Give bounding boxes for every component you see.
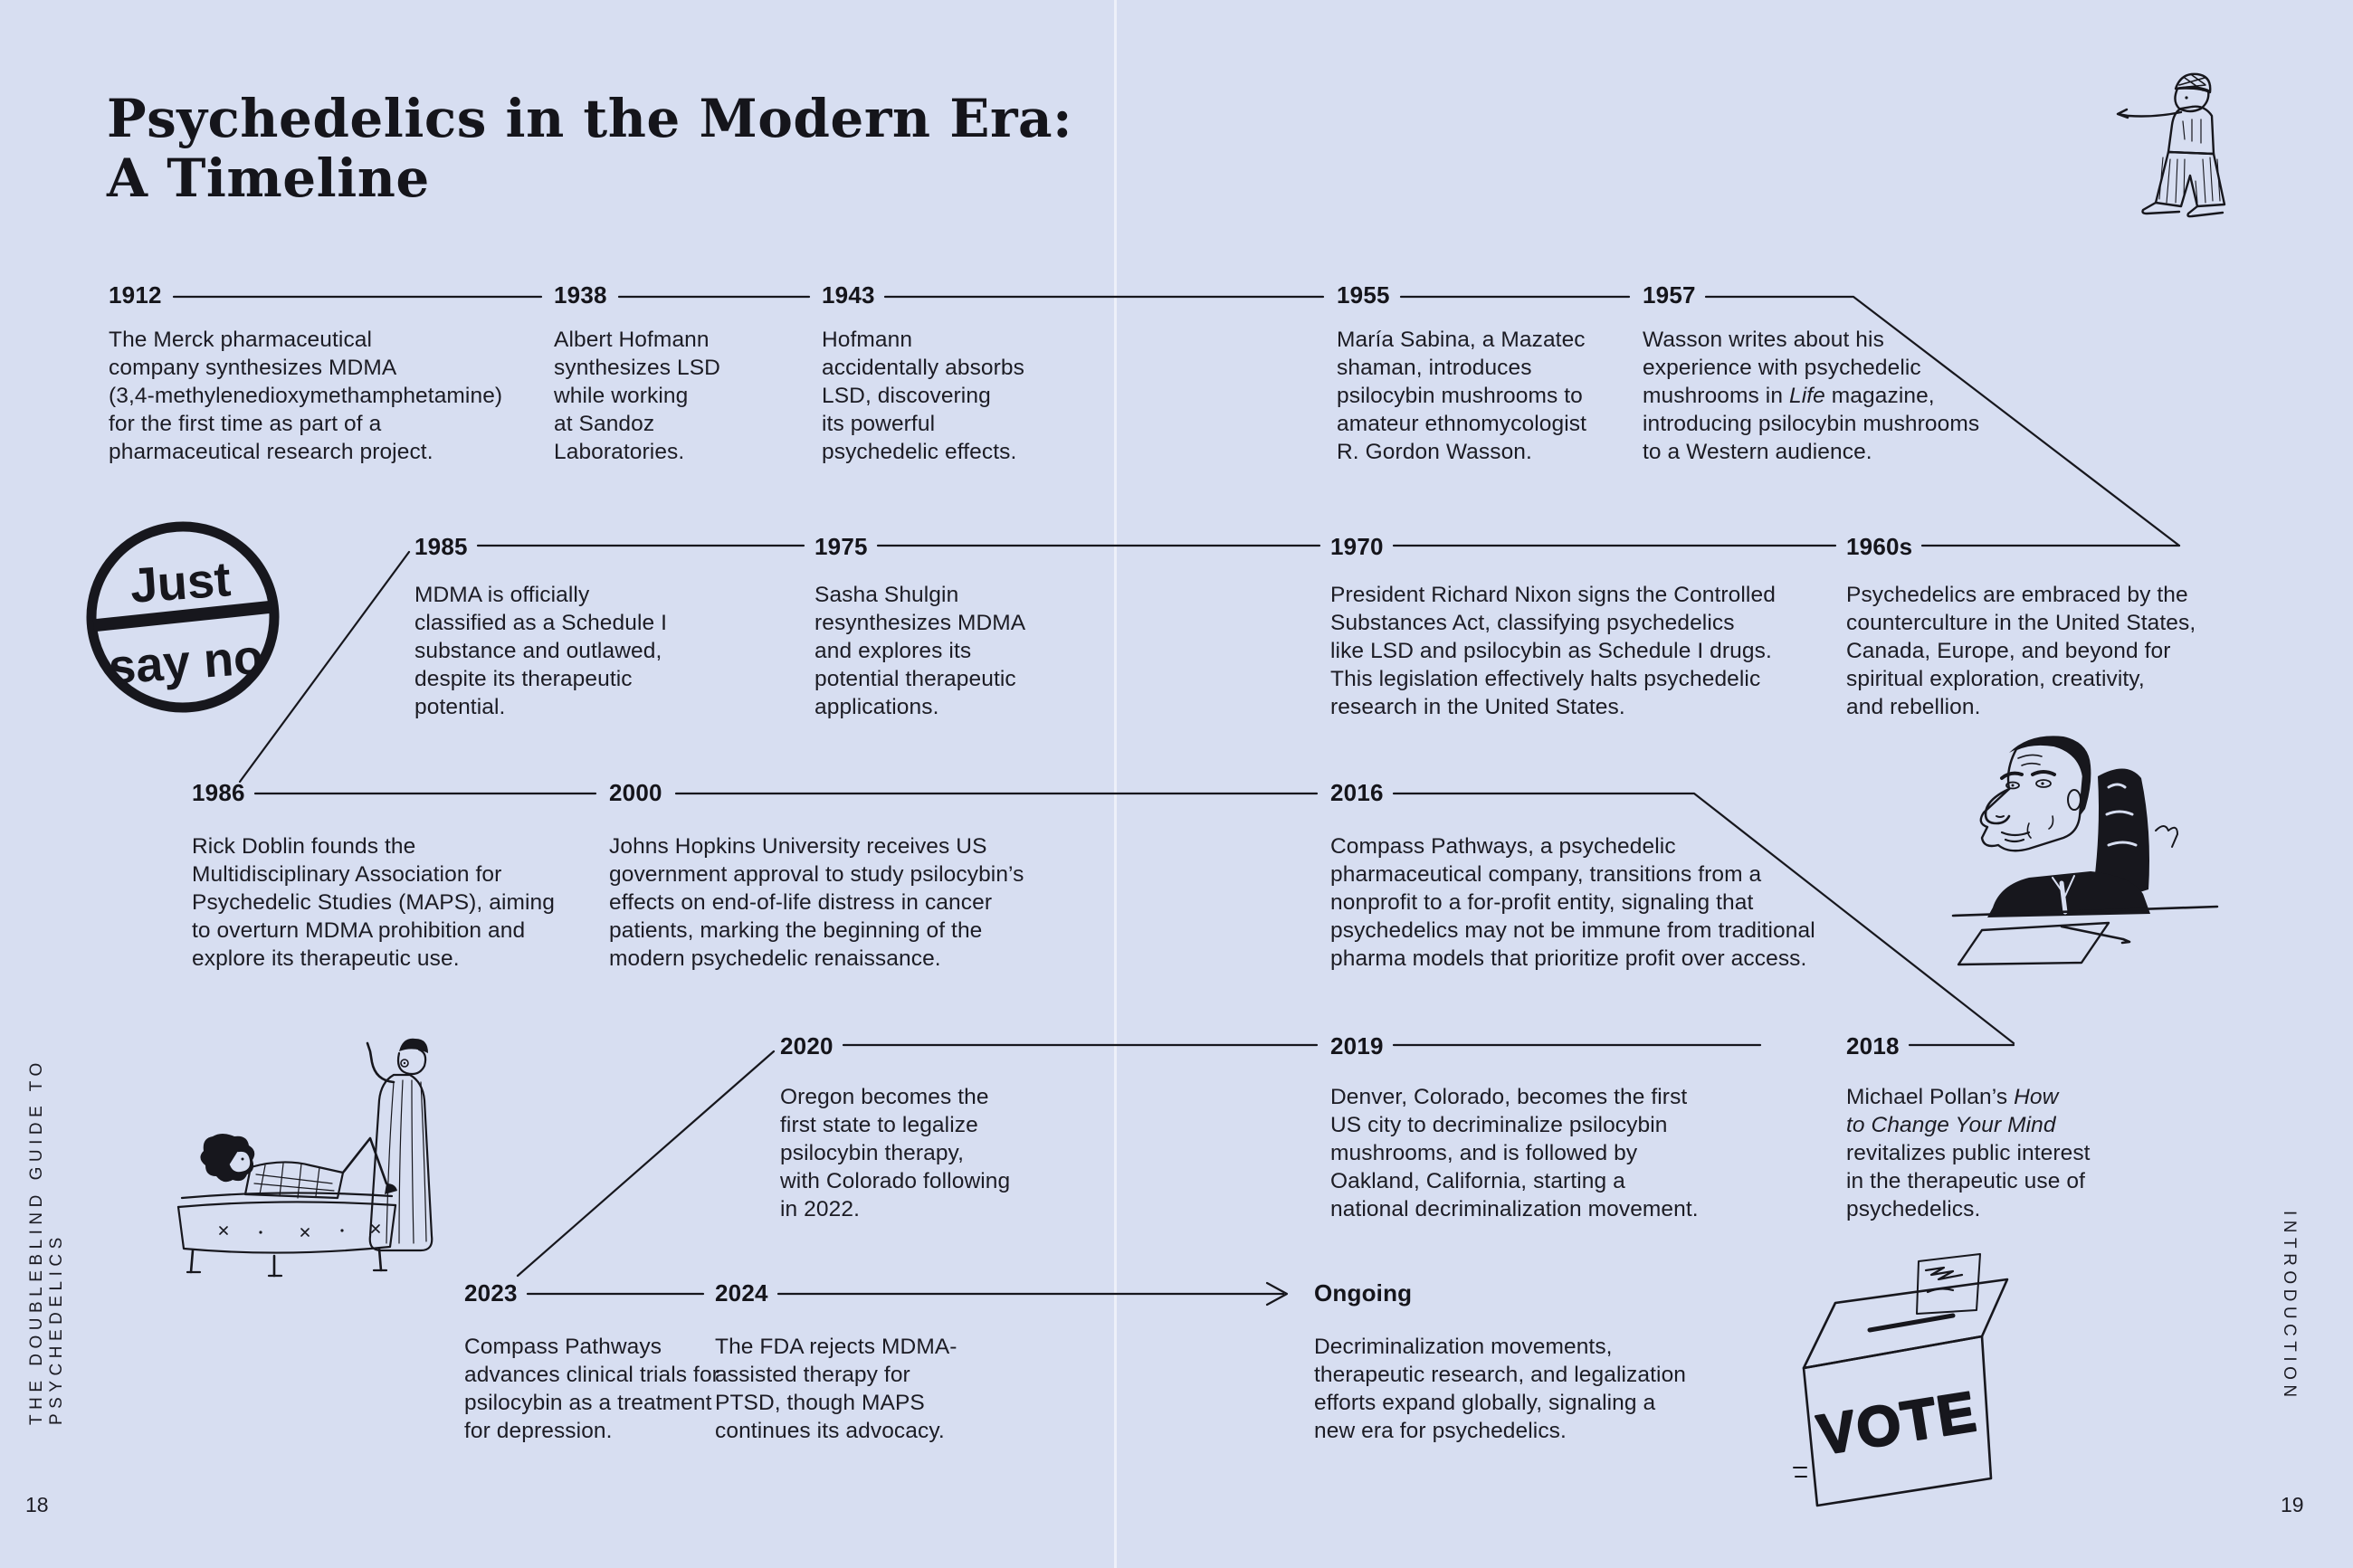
timeline-entry-1912 [109,281,503,464]
timeline-text: Wasson writes about his experience with psychedelic mushrooms in Life magazine, introducing psilocybin mushrooms to a Western audience. [1643,328,1980,464]
timeline-entry-2016 [1330,779,1815,971]
timeline-text: The Merck pharmaceutical company synthesizes MDMA (3,4-methylenedioxymethamphetamine) for the first time as part of a pharmaceutical research project. [109,328,503,464]
timeline-year: 2024 [715,1279,768,1307]
timeline-text: Compass Pathways advances clinical trials for psilocybin as a treatment for depression. [464,1335,719,1443]
timeline-text: Johns Hopkins University receives US government approval to study psilocybin’s effects on end-of-life distress in cancer patients, marking the beginning of the modern psychedelic renaissance. [609,834,1024,971]
timeline-entry-1975 [814,533,1026,719]
timeline-year: 1970 [1330,533,1384,560]
timeline-text: Oregon becomes the first state to legalize psilocybin therapy, with Colorado following in 2022. [780,1085,1011,1221]
timeline-entry-2023 [464,1279,719,1443]
timeline-entry-1960s [1846,533,2196,719]
nixon-caricature-illustration [1946,722,2231,975]
timeline-year: 2019 [1330,1032,1384,1060]
timeline-entry-1943 [822,281,1024,464]
timeline-entry-1985 [414,533,668,719]
timeline-year: Ongoing [1314,1279,1413,1307]
timeline-text: Compass Pathways, a psychedelic pharmaceutical company, transitions from a nonprofit to a for-profit entity, signaling that psychedelics may not be immune from traditional pharma models that prioritize profit over access. [1330,834,1815,971]
therapy-scene-illustration [166,1030,464,1278]
page-title [107,89,1072,208]
timeline-year: 1985 [414,533,468,560]
timeline-year: 2000 [609,779,662,806]
timeline-text: MDMA is officially classified as a Schedule I substance and outlawed, despite its therapeutic potential. [414,583,668,719]
timeline-text: Sasha Shulgin resynthesizes MDMA and explores its potential therapeutic applications. [814,583,1026,719]
timeline-text: Decriminalization movements, therapeutic research, and legalization efforts expand globally, signaling a new era for psychedelics. [1314,1335,1687,1443]
page-title-line2: A Timeline [107,147,430,209]
timeline-year: 1975 [814,533,868,560]
vote-ballot-box-illustration [1763,1250,2045,1517]
timeline-text: Rick Doblin founds the Multidisciplinary Association for Psychedelic Studies (MAPS), aiming to overturn MDMA prohibition and explore its therapeutic use. [192,834,555,971]
timeline-year: 2020 [780,1032,834,1060]
page-number-right: 19 [2281,1493,2304,1516]
running-text-left: THE DOUBLEBLIND GUIDE TO PSYCHEDELICS [27,1058,66,1425]
timeline-text: President Richard Nixon signs the Controlled Substances Act, classifying psychedelics like LSD and psilocybin as Schedule I drugs. This legislation effectively halts psychedelic research in the United States. [1330,583,1776,719]
pointing-figure-illustration [2054,65,2235,223]
timeline-year: 1957 [1643,281,1696,309]
timeline-entry-ongoing [1314,1279,1687,1443]
timeline-year: 2023 [464,1279,518,1307]
running-text-right: INTRODUCTION [2280,1211,2299,1402]
vote-box-label: VOTE [1813,1380,1982,1468]
timeline-text: Psychedelics are embraced by the counterculture in the United States, Canada, Europe, and beyond for spiritual exploration, creativity, and rebellion. [1846,583,2196,719]
timeline-year: 2018 [1846,1032,1900,1060]
timeline-entry-2024 [715,1279,957,1443]
page-number-left: 18 [25,1493,49,1516]
timeline-text: Michael Pollan’s How to Change Your Mind revitalizes public interest in the therapeutic use of psychedelics. [1846,1085,2091,1221]
timeline-year: 1938 [554,281,607,309]
timeline-entry-1957 [1643,281,1980,464]
timeline-text: Denver, Colorado, becomes the first US city to decriminalize psilocybin mushrooms, and is followed by Oakland, California, starting a national decriminalization movement. [1330,1085,1699,1221]
timeline-text: Hofmann accidentally absorbs LSD, discovering its powerful psychedelic effects. [822,328,1024,464]
just-say-no-badge [78,516,288,720]
timeline-entry-1986 [192,779,555,971]
timeline-text: Albert Hofmann synthesizes LSD while working at Sandoz Laboratories. [554,328,720,464]
page-title-line1: Psychedelics in the Modern Era: [107,88,1073,149]
timeline-entry-1970 [1330,533,1776,719]
timeline-entry-2019 [1330,1032,1699,1221]
timeline-year: 1960s [1846,533,1913,560]
timeline-year: 1955 [1337,281,1390,309]
badge-text-line2: say no [107,629,265,695]
timeline-year: 1986 [192,779,245,806]
timeline-text: The FDA rejects MDMA- assisted therapy for PTSD, though MAPS continues its advocacy. [715,1335,957,1443]
timeline-entry-2020 [780,1032,1011,1221]
badge-text-line1: Just [128,552,233,613]
timeline-year: 1943 [822,281,875,309]
timeline-entry-1955 [1337,281,1587,464]
timeline-entry-2000 [609,779,1024,971]
timeline-year: 2016 [1330,779,1384,806]
timeline-year: 1912 [109,281,162,309]
timeline-entry-2018 [1846,1032,2091,1221]
timeline-text: María Sabina, a Mazatec shaman, introduces psilocybin mushrooms to amateur ethnomycologist R. Gordon Wasson. [1337,328,1587,464]
timeline-entry-1938 [554,281,720,464]
